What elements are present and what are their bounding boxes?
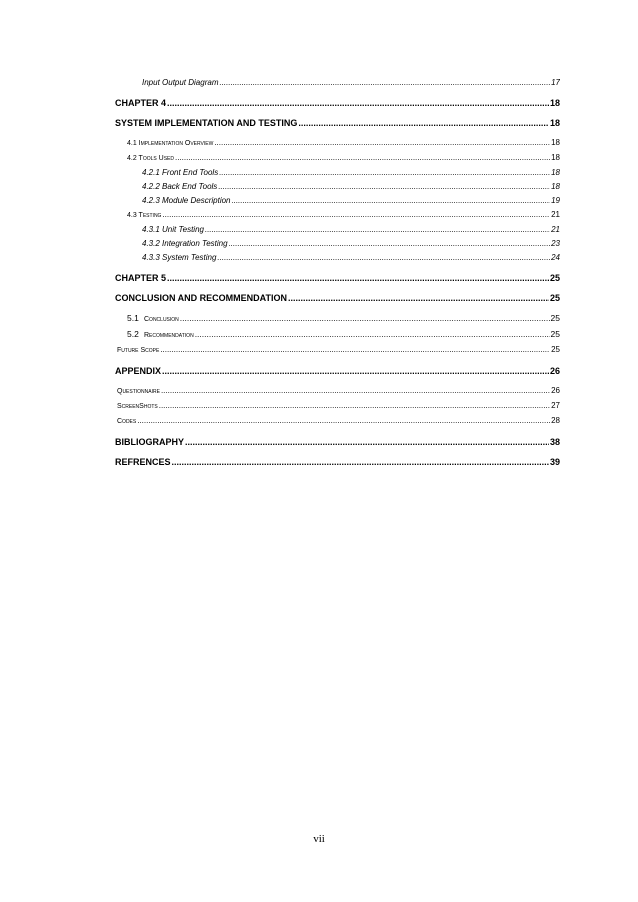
dot-leader bbox=[167, 271, 549, 285]
toc-entry-4-2-1 bbox=[115, 166, 560, 180]
toc-entry-title: 4.2.3 Module Description bbox=[142, 196, 231, 205]
toc-entry-title: Conclusion bbox=[144, 316, 179, 323]
toc-entry-title: Future Scope bbox=[117, 347, 160, 354]
toc-entry-page: 38 bbox=[549, 437, 560, 447]
toc-entry-chapter-4 bbox=[115, 96, 560, 110]
dot-leader bbox=[162, 208, 550, 222]
dot-leader bbox=[288, 291, 549, 305]
page-number: vii bbox=[313, 833, 325, 845]
toc-entry-page: 18 bbox=[549, 118, 560, 128]
toc-entry-questionnaire bbox=[115, 384, 560, 399]
dot-leader bbox=[161, 384, 550, 398]
dot-leader bbox=[167, 96, 549, 110]
dot-leader bbox=[219, 166, 550, 180]
toc-entry-title: SYSTEM IMPLEMENTATION AND TESTING bbox=[115, 118, 298, 128]
toc-entry-title: APPENDIX bbox=[115, 366, 162, 376]
toc-entry-number: 5.2 bbox=[127, 329, 139, 339]
toc-entry-title: REFRENCES bbox=[115, 457, 171, 467]
dot-leader bbox=[175, 151, 550, 165]
toc-entry-page: 18 bbox=[551, 153, 560, 162]
toc-entry-page: 19 bbox=[551, 196, 560, 205]
toc-entry-page: 18 bbox=[551, 182, 560, 191]
toc-entry-screenshots bbox=[115, 399, 560, 414]
dot-leader bbox=[172, 455, 549, 469]
toc-entry-page: 21 bbox=[551, 225, 560, 234]
toc-entry-appendix bbox=[115, 364, 560, 378]
toc-entry-title: Recommendation bbox=[144, 332, 194, 339]
toc-entry-title: 4.2.2 Back End Tools bbox=[142, 182, 218, 191]
toc-entry-page: 25 bbox=[551, 345, 560, 354]
dot-leader bbox=[185, 435, 549, 449]
toc-entry-title: 4.2 Tools Used bbox=[127, 155, 174, 162]
dot-leader bbox=[218, 180, 550, 194]
toc-entry-title: 4.1 Implementation Overview bbox=[127, 140, 214, 147]
toc-entry-page: 28 bbox=[551, 416, 560, 425]
toc-entry-page: 25 bbox=[550, 313, 560, 323]
toc-entry-title: 4.3.2 Integration Testing bbox=[142, 239, 228, 248]
toc-entry-4-3-2 bbox=[115, 237, 560, 251]
dot-leader bbox=[160, 343, 550, 357]
toc-entry-title: 4.3.3 System Testing bbox=[142, 253, 217, 262]
dot-leader bbox=[298, 116, 549, 130]
dot-leader bbox=[162, 364, 549, 378]
toc-entry-4-3-3 bbox=[115, 251, 560, 265]
toc-entry-title: Codes bbox=[117, 418, 137, 425]
toc-entry-5-2 bbox=[115, 327, 560, 343]
toc-entry-page: 23 bbox=[551, 239, 560, 248]
toc-entry-page: 27 bbox=[551, 401, 560, 410]
toc-entry-page: 26 bbox=[551, 386, 560, 395]
dot-leader bbox=[159, 399, 550, 413]
toc-entry-4-2 bbox=[115, 151, 560, 166]
toc-entry-input-output-diagram bbox=[115, 76, 560, 90]
toc-entry-title: Input Output Diagram bbox=[142, 78, 219, 87]
toc-entry-chapter-5 bbox=[115, 271, 560, 285]
dot-leader bbox=[229, 237, 551, 251]
toc-entry-title: 4.2.1 Front End Tools bbox=[142, 168, 219, 177]
table-of-contents bbox=[115, 76, 560, 469]
toc-entry-4-1 bbox=[115, 136, 560, 151]
dot-leader bbox=[180, 311, 550, 325]
toc-entry-page: 26 bbox=[549, 366, 560, 376]
dot-leader bbox=[219, 76, 550, 90]
toc-entry-4-3-1 bbox=[115, 223, 560, 237]
toc-entry-4-2-2 bbox=[115, 180, 560, 194]
toc-entry-title: CHAPTER 5 bbox=[115, 273, 167, 283]
dot-leader bbox=[205, 223, 550, 237]
toc-entry-title: ScreenShots bbox=[117, 403, 158, 410]
toc-entry-4-3 bbox=[115, 208, 560, 223]
toc-entry-title: Questionnaire bbox=[117, 388, 160, 395]
toc-entry-codes bbox=[115, 414, 560, 429]
toc-entry-title: 4.3.1 Unit Testing bbox=[142, 225, 204, 234]
toc-entry-page: 24 bbox=[551, 253, 560, 262]
dot-leader bbox=[232, 194, 551, 208]
toc-entry-page: 18 bbox=[551, 168, 560, 177]
dot-leader bbox=[217, 251, 550, 265]
toc-entry-number: 5.1 bbox=[127, 313, 139, 323]
toc-entry-refrences bbox=[115, 455, 560, 469]
toc-entry-title: 4.3 Testing bbox=[127, 212, 162, 219]
dot-leader bbox=[137, 414, 550, 428]
dot-leader bbox=[214, 136, 550, 150]
toc-entry-future-scope bbox=[115, 343, 560, 358]
toc-entry-title: CHAPTER 4 bbox=[115, 98, 167, 108]
toc-entry-page: 21 bbox=[551, 210, 560, 219]
toc-entry-page: 25 bbox=[549, 273, 560, 283]
toc-entry-conclusion-recommendation bbox=[115, 291, 560, 305]
toc-entry-page: 39 bbox=[549, 457, 560, 467]
toc-entry-page: 18 bbox=[551, 138, 560, 147]
dot-leader bbox=[195, 327, 550, 341]
toc-entry-page: 18 bbox=[549, 98, 560, 108]
toc-entry-system-implementation bbox=[115, 116, 560, 130]
toc-entry-5-1 bbox=[115, 311, 560, 327]
toc-entry-page: 25 bbox=[549, 293, 560, 303]
toc-entry-page: 25 bbox=[550, 329, 560, 339]
toc-entry-bibliography bbox=[115, 435, 560, 449]
toc-entry-page: 17 bbox=[551, 78, 560, 87]
toc-entry-title: CONCLUSION AND RECOMMENDATION bbox=[115, 293, 287, 303]
toc-entry-4-2-3 bbox=[115, 194, 560, 208]
toc-entry-title: BIBLIOGRAPHY bbox=[115, 437, 185, 447]
